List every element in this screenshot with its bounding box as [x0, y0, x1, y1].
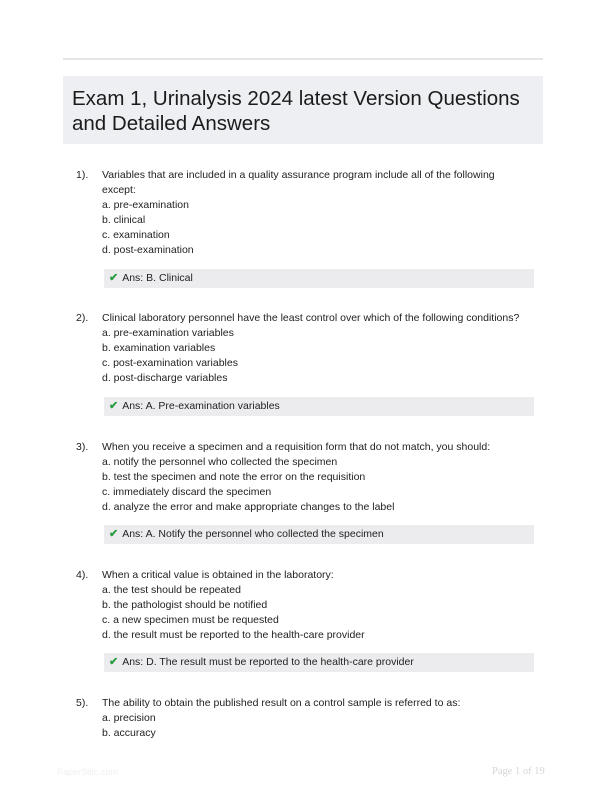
answer-text: Ans: A. Notify the personnel who collected the specimen	[122, 528, 384, 540]
option-c: c. examination	[102, 229, 170, 241]
option-b: b. the pathologist should be notified	[102, 599, 268, 611]
option-a: a. pre-examination	[102, 199, 189, 211]
question-number: 4).	[76, 569, 89, 581]
footer-watermark: PaperStitc.com	[57, 767, 119, 777]
answer-text: Ans: A. Pre-examination variables	[122, 400, 280, 412]
option-d: d. post-examination	[102, 244, 194, 256]
question-text: Variables that are included in a quality assurance program include all of the following except:	[102, 169, 495, 196]
answer-box	[104, 269, 534, 288]
check-icon: ✔	[109, 656, 119, 668]
answer-box	[104, 653, 534, 672]
question-number: 1).	[76, 169, 89, 181]
question-text: The ability to obtain the published result on a control sample is referred to as:	[102, 697, 461, 709]
option-d: d. the result must be reported to the health-care provider	[102, 629, 365, 641]
question-number: 2).	[76, 312, 89, 324]
option-c: c. post-examination variables	[102, 357, 238, 369]
check-icon: ✔	[109, 528, 119, 540]
title-banner	[63, 76, 543, 144]
answer-box	[104, 525, 534, 544]
option-d: d. analyze the error and make appropriate changes to the label	[102, 501, 395, 513]
page-indicator: Page 1 of 19	[492, 766, 545, 777]
question-number: 5).	[76, 697, 89, 709]
option-c: c. immediately discard the specimen	[102, 486, 272, 498]
option-b: b. accuracy	[102, 727, 156, 739]
question-text: When you receive a specimen and a requisition form that do not match, you should:	[102, 441, 491, 453]
option-a: a. the test should be repeated	[102, 584, 241, 596]
answer-text: Ans: D. The result must be reported to the health-care provider	[122, 656, 414, 668]
option-c: c. a new specimen must be requested	[102, 614, 279, 626]
option-d: d. post-discharge variables	[102, 372, 228, 384]
question-number: 3).	[76, 441, 89, 453]
option-b: b. test the specimen and note the error on the requisition	[102, 471, 366, 483]
option-b: b. clinical	[102, 214, 146, 226]
option-b: b. examination variables	[102, 342, 216, 354]
option-a: a. precision	[102, 712, 156, 724]
check-icon: ✔	[109, 400, 119, 412]
check-icon: ✔	[109, 272, 119, 284]
top-divider	[63, 58, 543, 60]
option-a: a. notify the personnel who collected the specimen	[102, 456, 338, 468]
answer-box	[104, 397, 534, 416]
document-title: Exam 1, Urinalysis 2024 latest Version Questions and Detailed Answers	[72, 87, 520, 135]
answer-text: Ans: B. Clinical	[122, 272, 193, 284]
question-text: Clinical laboratory personnel have the least control over which of the following conditions?	[102, 312, 520, 324]
option-a: a. pre-examination variables	[102, 327, 234, 339]
question-text: When a critical value is obtained in the laboratory:	[102, 569, 334, 581]
